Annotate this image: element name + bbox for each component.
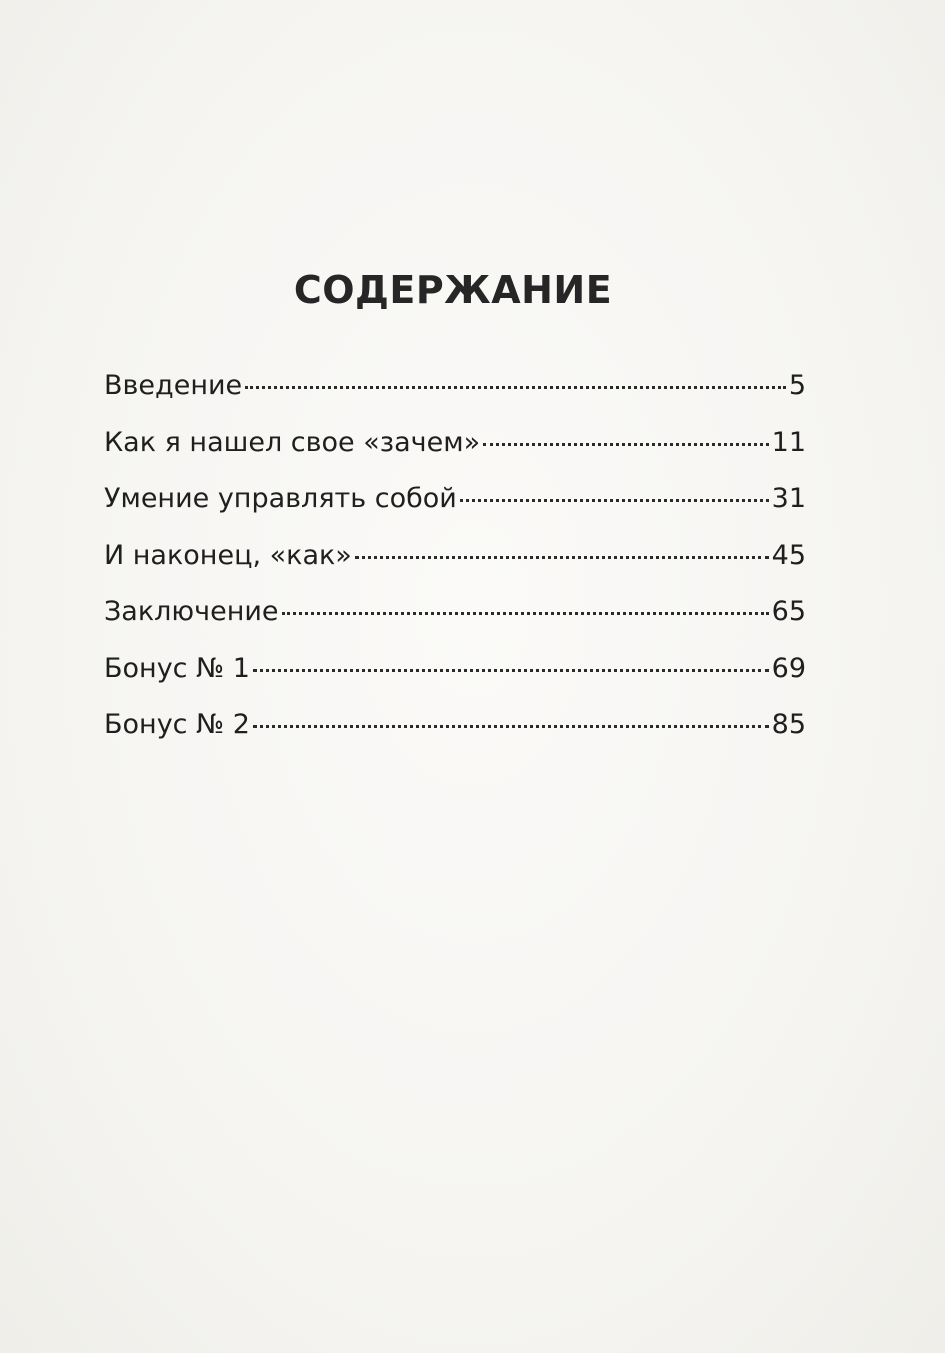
dot-leader bbox=[460, 499, 769, 502]
toc-entry bbox=[104, 483, 806, 540]
toc-entry bbox=[104, 370, 806, 427]
page-title: СОДЕРЖАНИЕ bbox=[293, 268, 613, 312]
toc-entry-label: Бонус № 2 bbox=[104, 709, 250, 740]
toc-entry-page: 31 bbox=[771, 483, 806, 514]
dot-leader bbox=[253, 669, 769, 672]
toc-entry-label: И наконец, «как» bbox=[104, 539, 352, 571]
table-of-contents bbox=[104, 370, 806, 766]
toc-entry-page: 45 bbox=[771, 539, 806, 571]
toc-entry-label: Заключение bbox=[104, 596, 279, 627]
toc-entry bbox=[104, 653, 806, 710]
toc-entry-label: Введение bbox=[104, 370, 243, 401]
toc-entry-page: 5 bbox=[788, 370, 806, 401]
dot-leader bbox=[282, 612, 769, 615]
toc-entry bbox=[104, 709, 806, 766]
toc-entry bbox=[104, 540, 806, 597]
dot-leader bbox=[245, 386, 786, 389]
toc-entry-page: 11 bbox=[771, 426, 806, 458]
toc-entry-page: 65 bbox=[771, 596, 806, 627]
toc-entry-label: Как я нашел свое «зачем» bbox=[104, 426, 481, 458]
toc-entry-label: Умение управлять собой bbox=[104, 483, 457, 514]
toc-entry bbox=[104, 427, 806, 484]
dot-leader bbox=[253, 725, 769, 728]
dot-leader bbox=[483, 443, 769, 446]
toc-entry-label: Бонус № 1 bbox=[104, 652, 250, 684]
toc-entry-page: 85 bbox=[771, 709, 806, 740]
toc-entry-page: 69 bbox=[771, 652, 806, 684]
dot-leader bbox=[355, 556, 769, 559]
toc-entry bbox=[104, 596, 806, 653]
